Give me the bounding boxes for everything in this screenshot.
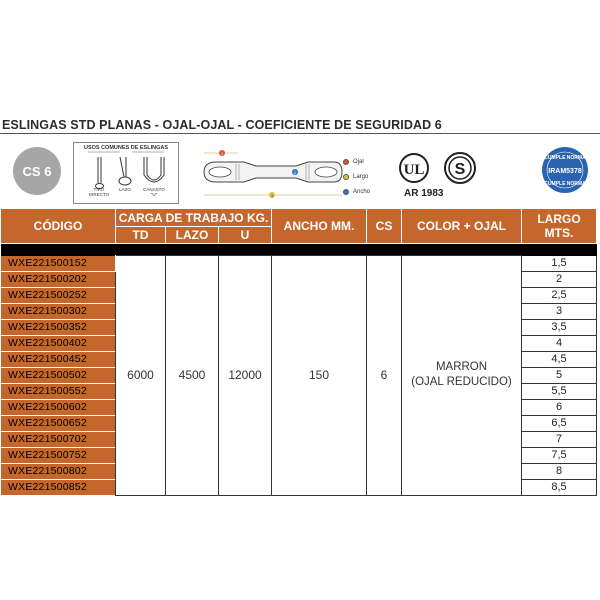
iram-norm-badge-icon (541, 146, 589, 194)
table-row (1, 256, 597, 272)
header-td: TD (116, 227, 166, 244)
codigo-cell: WXE221500452 (1, 351, 116, 367)
legend-label-ojal: Ojal (353, 158, 364, 165)
legend-label-ancho: Ancho (353, 188, 371, 195)
color-line-2: (OJAL REDUCIDO) (411, 376, 512, 389)
legend-item-ancho (343, 184, 393, 199)
ojal-legend-dot-icon (343, 159, 349, 165)
header-color: COLOR + OJAL (402, 209, 522, 244)
codigo-cell: WXE221500202 (1, 271, 116, 287)
spec-table (0, 208, 597, 496)
codigo-cell: WXE221500502 (1, 367, 116, 383)
largo-cell: 8,5 (522, 479, 597, 495)
header-lazo: LAZO (166, 227, 219, 244)
largo-cell: 3,5 (522, 319, 597, 335)
largo-cell: 2,5 (522, 287, 597, 303)
legend-item-largo (343, 169, 393, 184)
largo-cell: 6,5 (522, 415, 597, 431)
lazo-icon (119, 157, 131, 185)
cs-badge: CS 6 (13, 147, 61, 195)
codigo-cell: WXE221500752 (1, 447, 116, 463)
header-cs: CS (367, 209, 402, 244)
uses-label-tiro: TIRO DIRECTO (88, 187, 110, 197)
codigo-cell: WXE221500302 (1, 303, 116, 319)
largo-cell: 7,5 (522, 447, 597, 463)
iram-code: IRAM5378 (548, 168, 582, 175)
codigo-cell: WXE221500152 (1, 256, 116, 272)
uses-box (73, 142, 179, 204)
black-separator (1, 244, 597, 256)
page-title: ESLINGAS STD PLANAS - OJAL-OJAL - COEFICIENTE DE SEGURIDAD 6 (2, 118, 442, 132)
title-bar (0, 118, 600, 134)
cs-value: 6 (367, 256, 402, 496)
ar-year-label: AR 1983 (404, 188, 444, 199)
codigo-cell: WXE221500352 (1, 319, 116, 335)
largo-marker-number: 3 (270, 193, 274, 198)
td-value: 6000 (116, 256, 166, 496)
ul-letters: UL (403, 162, 425, 178)
codigo-cell: WXE221500652 (1, 415, 116, 431)
header-codigo: CÓDIGO (1, 209, 116, 244)
largo-legend-dot-icon (343, 174, 349, 180)
black-separator-row (1, 244, 597, 256)
largo-cell: 7 (522, 431, 597, 447)
lazo-value: 4500 (166, 256, 219, 496)
tiro-directo-icon (96, 157, 104, 189)
codigo-cell: WXE221500402 (1, 335, 116, 351)
largo-cell: 3 (522, 303, 597, 319)
largo-cell: 4 (522, 335, 597, 351)
ojal-marker-number: 1 (220, 151, 224, 156)
title-underline (0, 133, 600, 134)
s-certification-icon (443, 151, 477, 185)
sling-body-icon (204, 162, 342, 182)
largo-cell: 5,5 (522, 383, 597, 399)
legend-label-largo: Largo (353, 173, 369, 180)
codigo-cell: WXE221500702 (1, 431, 116, 447)
diagram-legend (343, 154, 393, 199)
header-largo: LARGO MTS. (522, 209, 597, 244)
codigo-cell: WXE221500252 (1, 287, 116, 303)
largo-cell: 5 (522, 367, 597, 383)
ancho-marker-number: 2 (293, 170, 297, 175)
iram-bottom-text: CUMPLE NORMA (544, 181, 586, 187)
legend-item-ojal (343, 154, 393, 169)
uses-label-lazo: LAZO (119, 187, 131, 192)
header-ancho: ANCHO MM. (272, 209, 367, 244)
uses-label-canasto: CANASTO "U" (143, 187, 165, 197)
ancho-legend-dot-icon (343, 189, 349, 195)
color-line-1: MARRON (435, 361, 488, 374)
largo-cell: 2 (522, 271, 597, 287)
largo-cell: 4,5 (522, 351, 597, 367)
largo-cell: 8 (522, 463, 597, 479)
s-letter: S (454, 161, 466, 178)
iram-top-text: CUMPLE NORMA (544, 155, 586, 161)
uses-caption: USOS COMUNES DE ESLINGAS (83, 145, 169, 151)
largo-cell: 6 (522, 399, 597, 415)
color-value (402, 256, 522, 496)
canasto-icon (144, 157, 164, 182)
largo-cell: 1,5 (522, 256, 597, 272)
header-row-1 (1, 209, 597, 227)
codigo-cell: WXE221500552 (1, 383, 116, 399)
codigo-cell: WXE221500852 (1, 479, 116, 495)
header-carga: CARGA DE TRABAJO KG. (116, 209, 272, 227)
codigo-cell: WXE221500802 (1, 463, 116, 479)
header-u: U (219, 227, 272, 244)
codigo-cell: WXE221500602 (1, 399, 116, 415)
sling-diagram (196, 142, 348, 202)
u-value: 12000 (219, 256, 272, 496)
ancho-value: 150 (272, 256, 367, 496)
